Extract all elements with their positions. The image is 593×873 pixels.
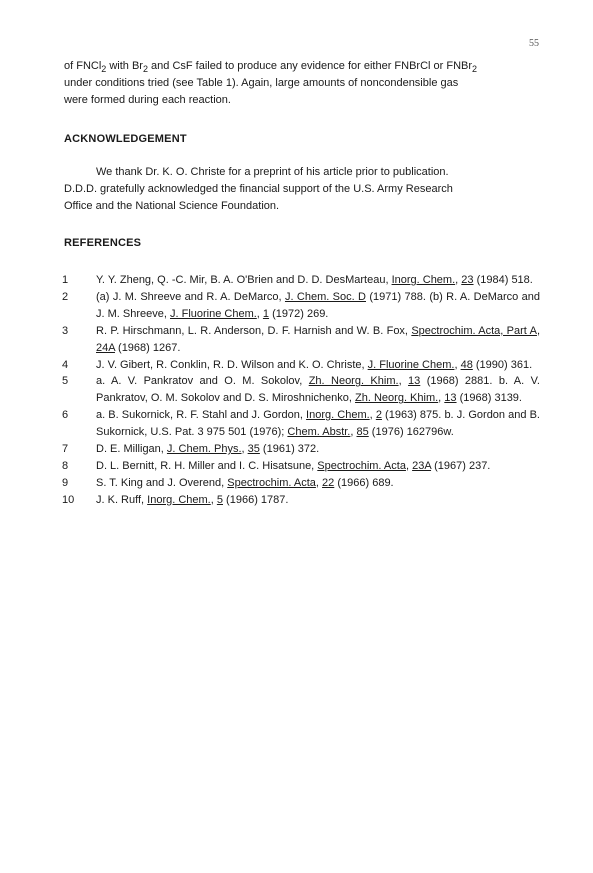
- reference-item: [62, 289, 540, 323]
- reference-text: [96, 272, 540, 289]
- reference-number: 4: [62, 358, 69, 371]
- text-run: R. P. Hirschmann, L. R. Anderson, D. F. Harnish and W. B. Fox,: [96, 324, 412, 337]
- volume-number: 13: [408, 375, 421, 388]
- reference-text: [96, 357, 540, 374]
- text-run: ,: [369, 409, 376, 422]
- text-run: ,: [210, 493, 217, 506]
- text-run: J. K. Ruff,: [96, 493, 148, 506]
- journal-name: Inorg. Chem.: [306, 409, 370, 422]
- body-paragraph: [64, 58, 540, 109]
- journal-name: Zh. Neorg. Khim.: [355, 392, 439, 405]
- text-run: J. V. Gibert, R. Conklin, R. D. Wilson and K. O. Christe,: [96, 358, 368, 371]
- journal-name: J. Chem. Soc. D: [284, 290, 366, 303]
- acknowledgement-heading: ACKNOWLEDGEMENT: [64, 133, 187, 145]
- text-line: under conditions tried (see Table 1). Again, large amounts of noncondensible gas: [64, 77, 459, 89]
- page-number: 55: [529, 38, 539, 49]
- text-run: ,: [536, 324, 540, 337]
- text-run: ,: [454, 358, 461, 371]
- volume-number: 1: [262, 307, 270, 320]
- reference-text: [96, 458, 540, 475]
- text-run: ,: [398, 375, 409, 388]
- text-run: D. E. Milligan,: [96, 443, 167, 456]
- reference-number: 3: [62, 324, 69, 337]
- text-run: S. T. King and J. Overend,: [96, 476, 228, 489]
- text-run: ,: [455, 274, 462, 286]
- text-run: (1968) 3139.: [456, 392, 522, 405]
- text-run: (1961) 372.: [259, 443, 320, 456]
- reference-text: [96, 475, 540, 492]
- volume-number: 35: [247, 443, 260, 456]
- reference-number: 8: [62, 459, 69, 472]
- journal-name: Spectrochim. Acta, Part A: [411, 324, 537, 337]
- reference-number: 7: [62, 443, 69, 456]
- subscript: 2: [142, 64, 148, 74]
- text-run: (1968) 2881. b. A. V. Pankratov, O. M. Sokolov and D. S. Miroshnichenko,: [96, 375, 540, 405]
- text-run: (1966) 689.: [334, 476, 394, 489]
- text-run: (1976) 162796w.: [368, 426, 454, 439]
- text-run: ,: [350, 426, 357, 439]
- reference-text: [96, 492, 540, 509]
- volume-number: 85: [356, 426, 369, 439]
- journal-name: Inorg. Chem.: [391, 274, 456, 286]
- reference-item: [62, 272, 540, 289]
- text-run: of FNCl: [64, 60, 102, 72]
- text-run: (1972) 269.: [269, 307, 329, 320]
- volume-number: 23A: [412, 459, 432, 472]
- text-run: (1968) 1267.: [114, 341, 181, 354]
- text-run: a. B. Sukornick, R. F. Stahl and J. Gordon,: [96, 409, 307, 422]
- reference-item: [62, 373, 540, 407]
- volume-number: 2: [375, 409, 382, 422]
- subscript: 2: [101, 64, 107, 74]
- text-run: (1966) 1787.: [223, 493, 289, 506]
- text-run: (1963) 875. b. J. Gordon and B. Sukornick, U.S. Pat. 3 975 501 (1976);: [96, 409, 540, 439]
- reference-item: [62, 323, 540, 357]
- text-run: (1971) 788. (b) R. A. DeMarco and J. M. Shreeve,: [96, 290, 540, 320]
- reference-item: [62, 441, 540, 458]
- reference-number: 2: [62, 290, 69, 303]
- text-line: We thank Dr. K. O. Christe for a preprint of his article prior to publication.: [96, 166, 449, 178]
- text-run: (1990) 361.: [472, 358, 533, 371]
- volume-number: 5: [216, 493, 223, 506]
- text-run: with Br: [106, 60, 143, 72]
- text-run: and CsF failed to produce any evidence for either FNBrCl or FNBr: [148, 60, 473, 72]
- text-run: Y. Y. Zheng, Q. -C. Mir, B. A. O'Brien and D. D. DesMarteau,: [96, 274, 392, 286]
- reference-item: [62, 475, 540, 492]
- volume-number: 22: [322, 476, 335, 489]
- reference-item: [62, 407, 540, 441]
- reference-number: 6: [62, 409, 69, 422]
- volume-number: 48: [460, 358, 473, 371]
- text-run: (1967) 237.: [431, 459, 491, 472]
- journal-name: Zh. Neorg. Khim.: [308, 375, 399, 388]
- text-run: ,: [256, 307, 263, 320]
- text-run: ,: [315, 476, 323, 489]
- text-run: ,: [438, 392, 445, 405]
- journal-name: J. Chem. Phys.: [166, 443, 242, 456]
- reference-number: 1: [62, 274, 69, 286]
- acknowledgement-paragraph: [64, 164, 540, 215]
- subscript: 2: [472, 64, 478, 74]
- reference-item: [62, 458, 540, 475]
- text-run: a. A. V. Pankratov and O. M. Sokolov,: [96, 375, 309, 388]
- reference-text: [96, 441, 540, 458]
- text-line: Office and the National Science Foundation.: [64, 200, 280, 212]
- text-run: (a) J. M. Shreeve and R. A. DeMarco,: [96, 290, 285, 303]
- text-line: were formed during each reaction.: [64, 94, 231, 106]
- reference-text: [96, 289, 540, 323]
- reference-number: 10: [62, 493, 75, 506]
- volume-number: 24A: [96, 341, 115, 354]
- references-heading: REFERENCES: [64, 237, 142, 249]
- text-run: ,: [405, 459, 413, 472]
- text-run: ,: [241, 443, 248, 456]
- text-line: D.D.D. gratefully acknowledged the financial support of the U.S. Army Research: [64, 183, 453, 195]
- journal-name: Inorg. Chem.: [147, 493, 211, 506]
- reference-text: [96, 323, 540, 357]
- reference-text: [96, 373, 540, 407]
- references-list: [62, 272, 540, 509]
- journal-name: J. Fluorine Chem.: [367, 358, 455, 371]
- journal-name: Chem. Abstr.: [287, 426, 351, 439]
- reference-number: 9: [62, 476, 69, 489]
- journal-name: J. Fluorine Chem.: [169, 307, 257, 320]
- volume-number: 13: [444, 392, 457, 405]
- reference-item: [62, 492, 540, 509]
- reference-number: 5: [62, 375, 69, 388]
- reference-item: [62, 357, 540, 374]
- reference-text: [96, 407, 540, 441]
- volume-number: 23: [461, 274, 474, 286]
- journal-name: Spectrochim. Acta: [227, 476, 316, 489]
- text-run: D. L. Bernitt, R. H. Miller and I. C. Hisatsune,: [96, 459, 318, 472]
- text-run: (1984) 518.: [473, 274, 533, 286]
- journal-name: Spectrochim. Acta: [317, 459, 406, 472]
